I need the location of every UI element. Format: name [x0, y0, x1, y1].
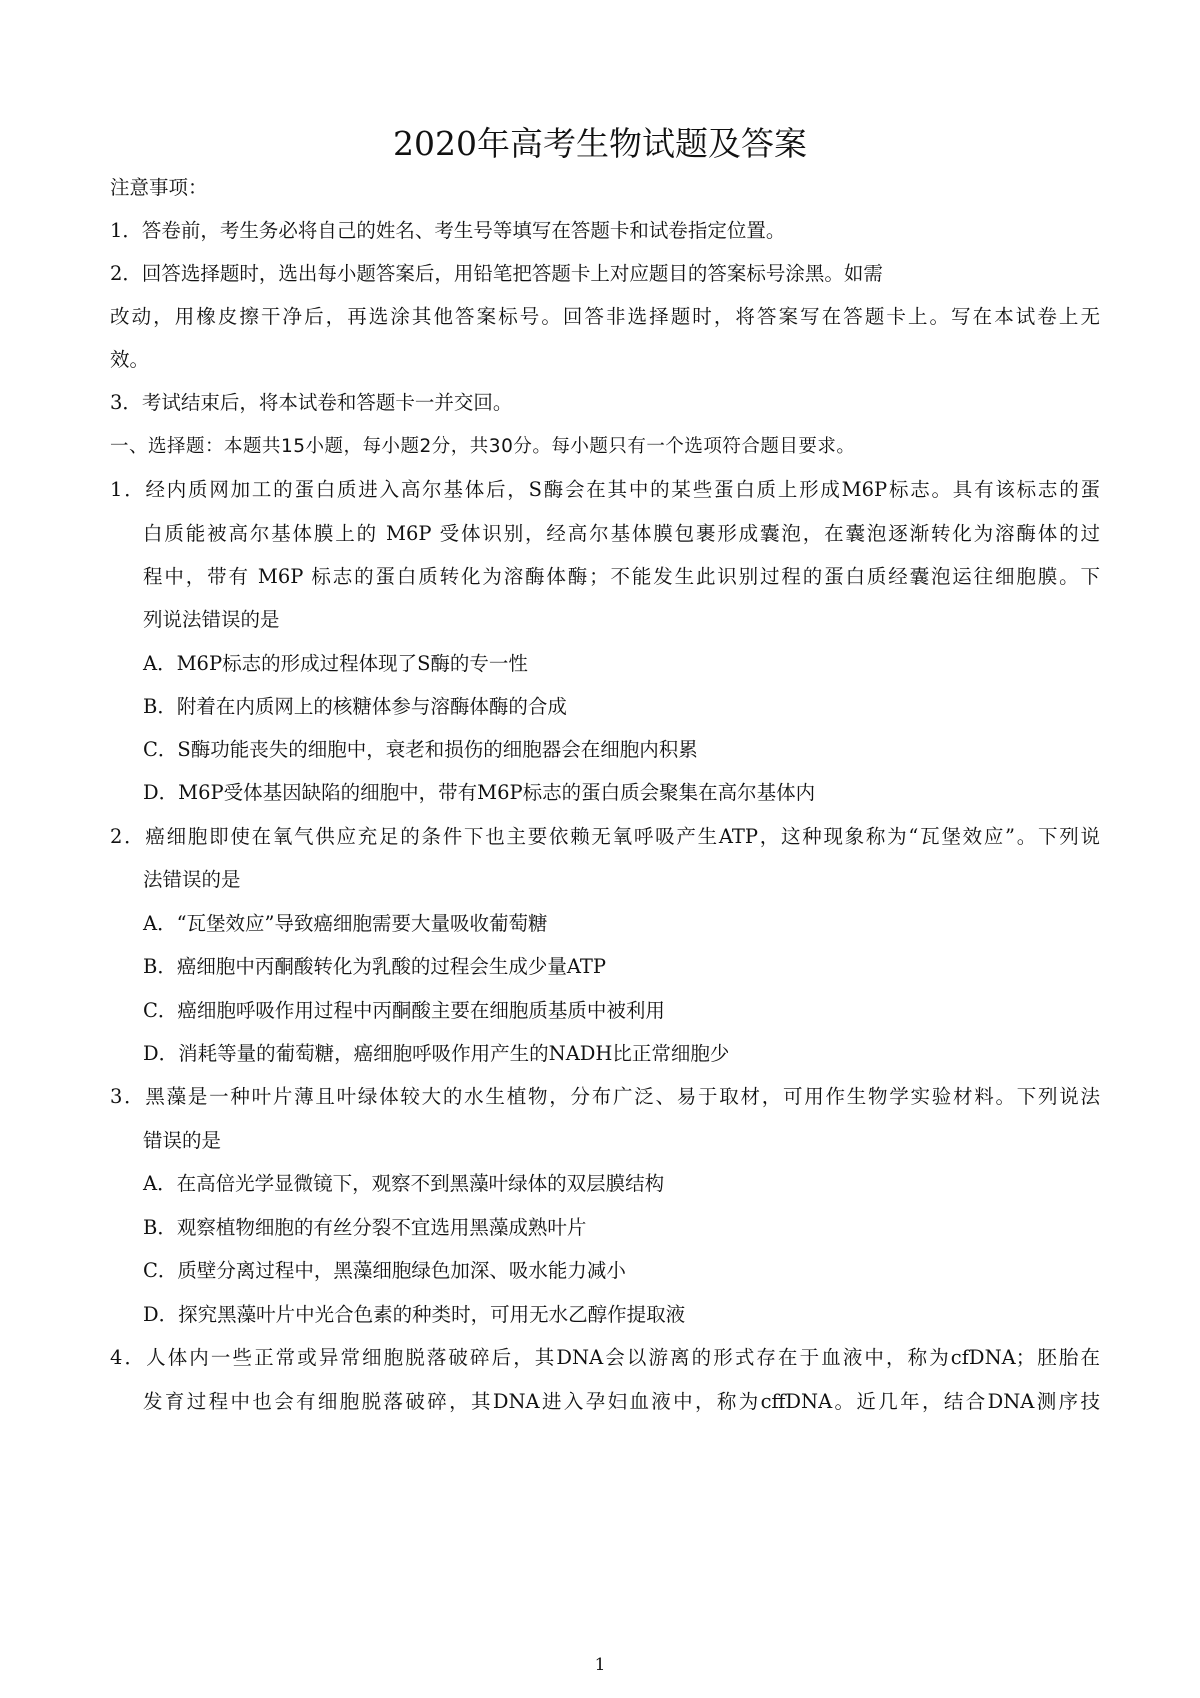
q3-stem-line-1: 3．黑藻是一种叶片薄且叶绿体较大的水生植物，分布广泛、易于取材，可用作生物学实验材料。下列说法: [110, 1085, 1100, 1108]
q4-stem-line-2: 发育过程中也会有细胞脱落破碎，其DNA进入孕妇血液中，称为cffDNA。近几年，结合DNA测序技: [143, 1390, 1100, 1413]
q3-option-c: C．质壁分离过程中，黑藻细胞绿色加深、吸水能力减小: [143, 1259, 626, 1282]
q2-option-c: C．癌细胞呼吸作用过程中丙酮酸主要在细胞质基质中被利用: [143, 999, 665, 1022]
q2-option-b: B．癌细胞中丙酮酸转化为乳酸的过程会生成少量ATP: [143, 955, 606, 978]
q3-option-b: B．观察植物细胞的有丝分裂不宜选用黑藻成熟叶片: [143, 1216, 587, 1239]
q3-option-d: D．探究黑藻叶片中光合色素的种类时，可用无水乙醇作提取液: [143, 1303, 686, 1326]
q3-stem-line-2: 错误的是: [143, 1129, 222, 1152]
q1-stem-line-4: 列说法错误的是: [143, 608, 280, 631]
notice-item-2-line-2: 改动，用橡皮擦干净后，再选涂其他答案标号。回答非选择题时，将答案写在答题卡上。写在本试卷上无: [110, 305, 1100, 328]
notice-item-1: 1．答卷前，考生务必将自己的姓名、考生号等填写在答题卡和试卷指定位置。: [110, 219, 786, 242]
notice-item-3: 3．考试结束后，将本试卷和答题卡一并交回。: [110, 391, 513, 414]
notice-item-2-line-1: 2．回答选择题时，选出每小题答案后，用铅笔把答题卡上对应题目的答案标号涂黑。如需: [110, 262, 883, 285]
notice-heading: 注意事项：: [110, 176, 208, 199]
q3-option-a: A．在高倍光学显微镜下，观察不到黑藻叶绿体的双层膜结构: [143, 1172, 665, 1195]
q1-option-d: D．M6P受体基因缺陷的细胞中，带有M6P标志的蛋白质会聚集在高尔基体内: [143, 781, 816, 804]
q2-stem-line-1: 2．癌细胞即使在氧气供应充足的条件下也主要依赖无氧呼吸产生ATP，这种现象称为“瓦堡效应”。下列说: [110, 825, 1100, 848]
q2-stem-line-2: 法错误的是: [143, 868, 241, 891]
q1-stem-line-2: 白质能被高尔基体膜上的 M6P 受体识别，经高尔基体膜包裹形成囊泡，在囊泡逐渐转化为溶酶体的过: [143, 522, 1100, 545]
page-title: 2020年高考生物试题及答案: [393, 124, 807, 163]
q1-stem-line-3: 程中，带有 M6P 标志的蛋白质转化为溶酶体酶；不能发生此识别过程的蛋白质经囊泡运往细胞膜。下: [143, 565, 1100, 588]
q4-stem-line-1: 4．人体内一些正常或异常细胞脱落破碎后，其DNA会以游离的形式存在于血液中，称为cfDNA；胚胎在: [110, 1346, 1100, 1369]
section-heading: 一、选择题：本题共15小题，每小题2分，共30分。每小题只有一个选项符合题目要求。: [110, 436, 856, 457]
page-number: 1: [594, 1655, 606, 1675]
notice-item-2-line-3: 效。: [110, 348, 150, 371]
q2-option-a: A．“瓦堡效应”导致癌细胞需要大量吸收葡萄糖: [143, 912, 548, 935]
q1-stem-line-1: 1．经内质网加工的蛋白质进入高尔基体后，S酶会在其中的某些蛋白质上形成M6P标志。具有该标志的蛋: [110, 478, 1100, 501]
q1-option-a: A．M6P标志的形成过程体现了S酶的专一性: [143, 652, 528, 675]
q1-option-b: B．附着在内质网上的核糖体参与溶酶体酶的合成: [143, 695, 567, 718]
q2-option-d: D．消耗等量的葡萄糖，癌细胞呼吸作用产生的NADH比正常细胞少: [143, 1042, 730, 1065]
q1-option-c: C．S酶功能丧失的细胞中，衰老和损伤的细胞器会在细胞内积累: [143, 738, 698, 761]
